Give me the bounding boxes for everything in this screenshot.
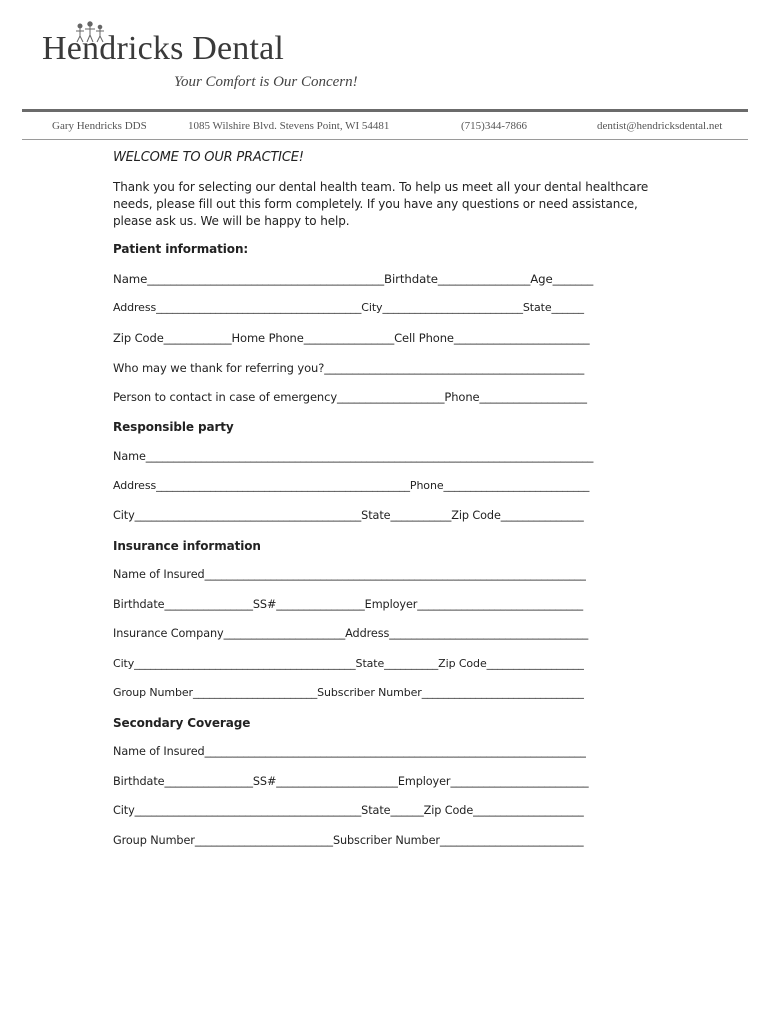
secondary-insured-line[interactable]: Name of Insured_____________________________________________________________________ [113,745,586,758]
responsible-name-line[interactable]: Name_________________________________________________________________________________ [113,450,594,463]
header-rule-top [22,109,748,112]
patient-name-line[interactable]: Name_________________________________________Birthdate________________Age_______ [113,272,594,286]
responsible-city-line[interactable]: City_________________________________________State___________Zip Code_______________ [113,509,584,522]
secondary-birthdate-line[interactable]: Birthdate________________SS#______________________Employer_________________________ [113,775,589,788]
header-rule-bottom [22,139,748,140]
welcome-title: WELCOME TO OUR PRACTICE! [113,150,304,165]
insured-birthdate-line[interactable]: Birthdate________________SS#________________Employer______________________________ [113,598,584,611]
practice-phone: (715)344-7866 [461,120,527,132]
secondary-heading: Secondary Coverage [113,716,251,730]
insurance-city-line[interactable]: City_________________________________________State__________Zip Code__________________ [113,657,584,670]
secondary-group-line[interactable]: Group Number_________________________Subscriber Number__________________________ [113,834,584,847]
secondary-city-line[interactable]: City_________________________________________State______Zip Code____________________ [113,804,584,817]
responsible-heading: Responsible party [113,420,234,434]
practice-address: 1085 Wilshire Blvd. Stevens Point, WI 54481 [188,120,390,132]
doctor-name: Gary Hendricks DDS [52,120,147,132]
insured-name-line[interactable]: Name of Insured_____________________________________________________________________ [113,568,586,581]
practice-name: Hendricks Dental [42,30,285,67]
responsible-address-line[interactable]: Address_______________________________________________Phone___________________________ [113,479,590,492]
patient-address-line[interactable]: Address______________________________________City__________________________State______ [113,301,584,314]
insurance-heading: Insurance information [113,539,261,553]
practice-email: dentist@hendricksdental.net [597,120,723,132]
patient-heading: Patient information: [113,242,249,256]
referral-line[interactable]: Who may we thank for referring you?______________________________________________ [113,361,585,375]
emergency-contact-line[interactable]: Person to contact in case of emergency___________________Phone___________________ [113,390,587,404]
insurance-company-line[interactable]: Insurance Company______________________Address____________________________________ [113,627,589,640]
patient-phone-line[interactable]: Zip Code____________Home Phone________________Cell Phone________________________ [113,331,590,345]
insurance-group-line[interactable]: Group Number_______________________Subscriber Number______________________________ [113,686,584,699]
tagline: Your Comfort is Our Concern! [174,74,358,90]
intro-paragraph: Thank you for selecting our dental health team. To help us meet all your dental healthcare needs, please fill out this form completely. If you have any questions or need assistance, please ask us. We will be happy to help. [113,180,649,228]
